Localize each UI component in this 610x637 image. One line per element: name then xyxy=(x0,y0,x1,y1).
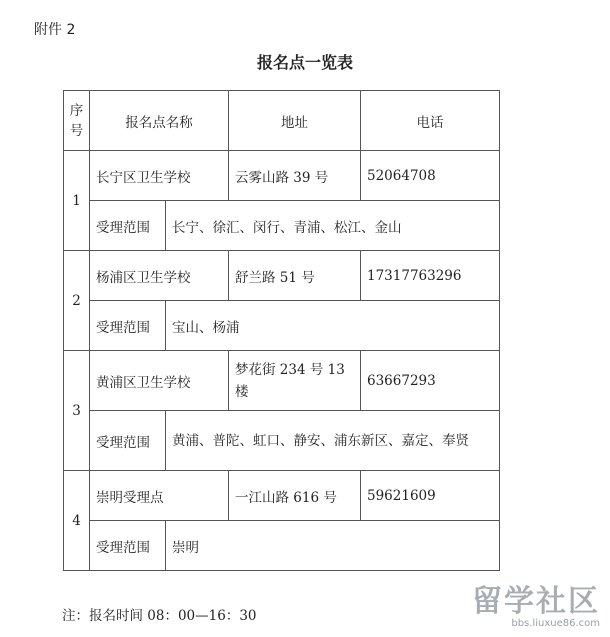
site-name: 黄浦区卫生学校 xyxy=(90,351,229,411)
table-row xyxy=(64,151,500,201)
site-address: 云雾山路 39 号 xyxy=(229,151,361,201)
scope-label: 受理范围 xyxy=(90,411,166,471)
row-seq: 3 xyxy=(64,351,90,471)
scope-row xyxy=(64,521,500,571)
header-address: 地址 xyxy=(229,91,361,151)
page-title: 报名点一览表 xyxy=(256,53,353,72)
scope-value: 长宁、徐汇、闵行、青浦、松江、金山 xyxy=(166,201,500,251)
table-row xyxy=(64,351,500,411)
site-phone: 17317763296 xyxy=(361,251,500,301)
site-address: 一江山路 616 号 xyxy=(229,471,361,521)
table-row xyxy=(64,471,500,521)
site-phone: 63667293 xyxy=(361,351,500,411)
row-seq: 4 xyxy=(64,471,90,571)
site-address: 舒兰路 51 号 xyxy=(229,251,361,301)
row-seq: 2 xyxy=(64,251,90,351)
site-phone: 59621609 xyxy=(361,471,500,521)
scope-row xyxy=(64,411,500,471)
attachment-label: 附件 2 xyxy=(34,22,76,38)
scope-label: 受理范围 xyxy=(90,301,166,351)
watermark-logo-text: 留学社区 xyxy=(472,584,600,619)
header-phone: 电话 xyxy=(361,91,500,151)
site-phone: 52064708 xyxy=(361,151,500,201)
footnote: 注：报名时间 08：00—16：30 xyxy=(62,608,257,624)
site-name: 长宁区卫生学校 xyxy=(90,151,229,201)
watermark-url: bbs.liuxue86.com xyxy=(511,618,600,629)
site-name: 崇明受理点 xyxy=(90,471,229,521)
scope-label: 受理范围 xyxy=(90,201,166,251)
scope-row xyxy=(64,201,500,251)
table-header-row xyxy=(64,91,500,151)
table-row xyxy=(64,251,500,301)
header-name: 报名点名称 xyxy=(90,91,229,151)
registration-table xyxy=(63,90,500,571)
scope-value: 黄浦、普陀、虹口、静安、浦东新区、嘉定、奉贤 xyxy=(166,411,500,471)
scope-label: 受理范围 xyxy=(90,521,166,571)
site-name: 杨浦区卫生学校 xyxy=(90,251,229,301)
site-address: 梦花街 234 号 13 楼 xyxy=(229,351,361,411)
header-seq: 序号 xyxy=(64,91,90,151)
scope-value: 崇明 xyxy=(166,521,500,571)
scope-value: 宝山、杨浦 xyxy=(166,301,500,351)
row-seq: 1 xyxy=(64,151,90,251)
watermark xyxy=(472,576,600,629)
scope-row xyxy=(64,301,500,351)
